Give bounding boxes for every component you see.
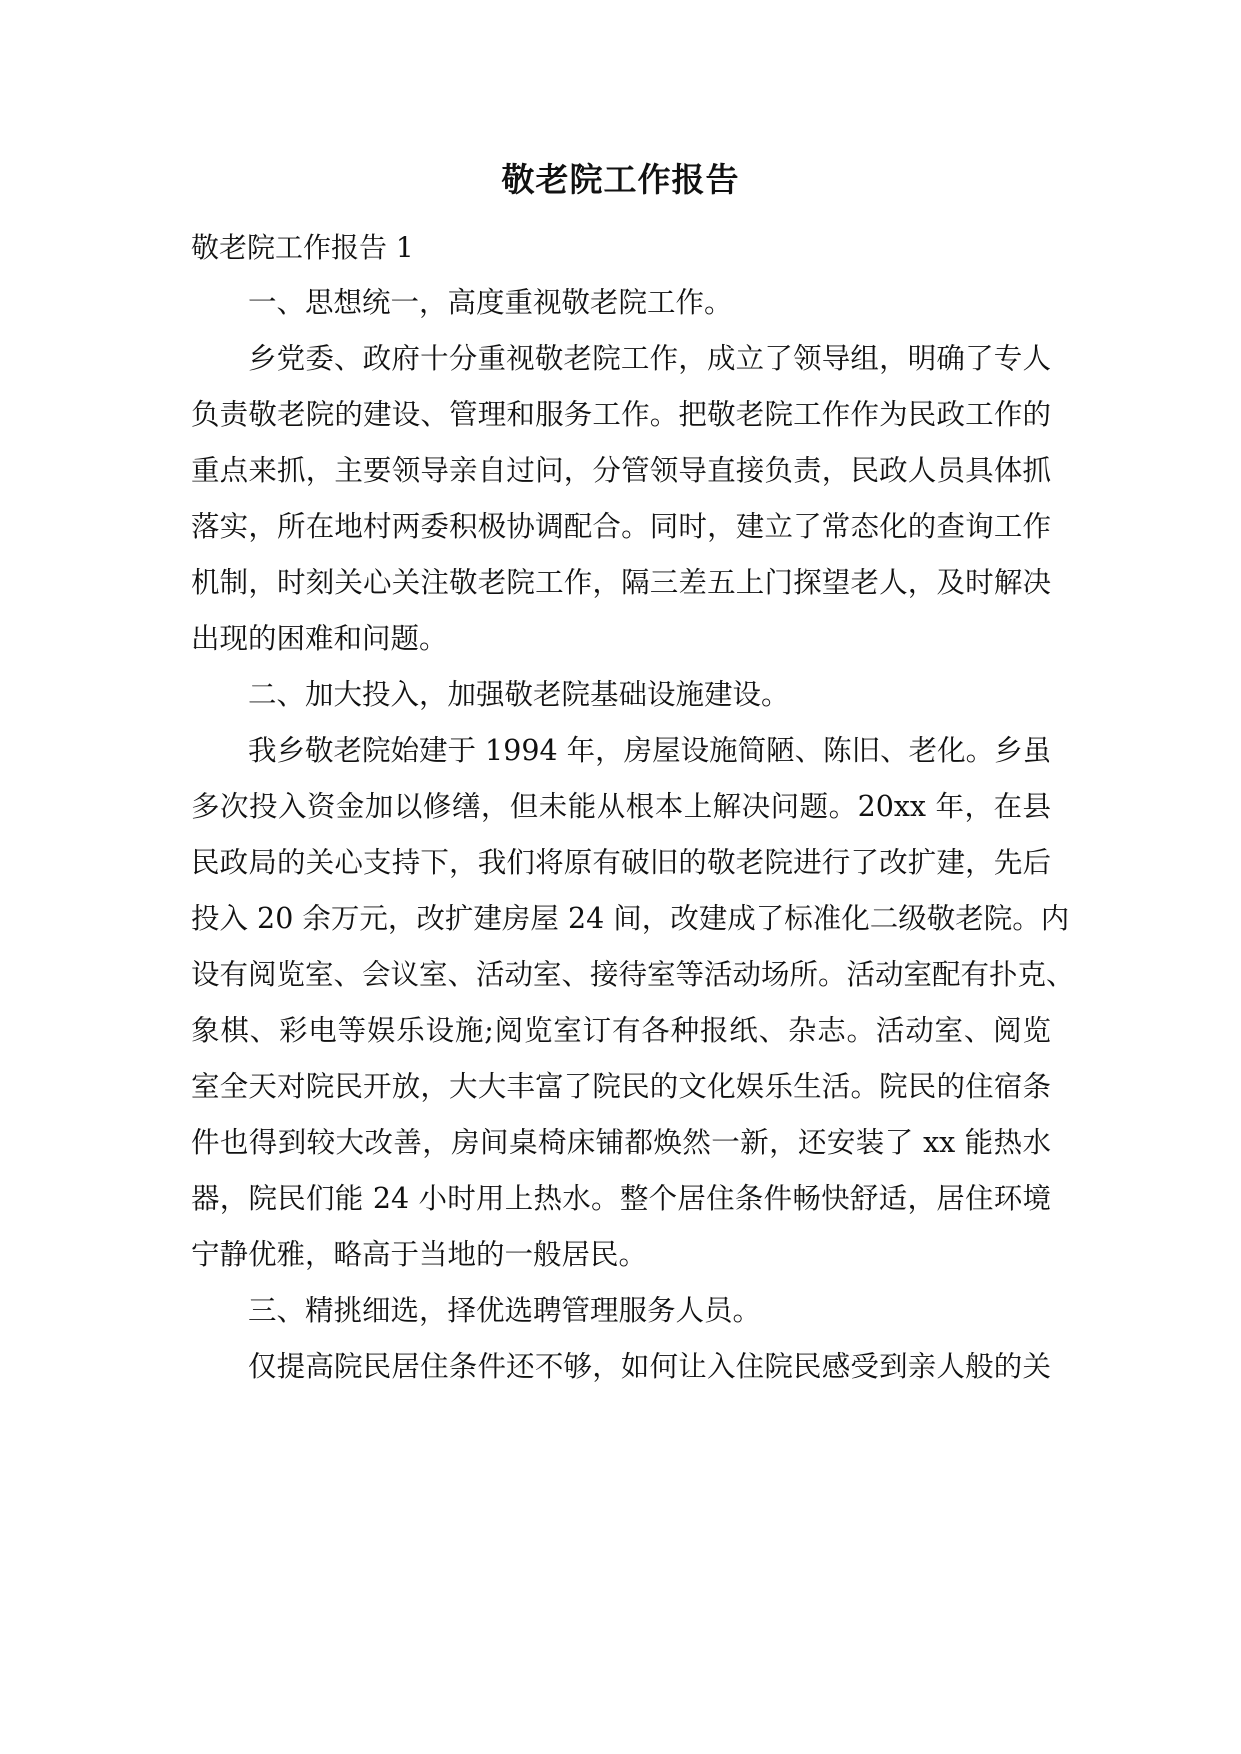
paragraph-line: 器，院民们能 24 小时用上热水。整个居住条件畅快舒适，居住环境 xyxy=(191,1182,1051,1215)
paragraph-line: 室全天对院民开放，大大丰富了院民的文化娱乐生活。院民的住宿条 xyxy=(191,1070,1051,1103)
paragraph-line: 落实，所在地村两委积极协调配合。同时，建立了常态化的查询工作 xyxy=(191,510,1051,543)
paragraph-line: 我乡敬老院始建于 1994 年，房屋设施简陋、陈旧、老化。乡虽 xyxy=(248,734,1052,767)
section-heading-1: 一、思想统一，高度重视敬老院工作。 xyxy=(248,286,733,319)
paragraph-line: 民政局的关心支持下，我们将原有破旧的敬老院进行了改扩建，先后 xyxy=(191,846,1051,879)
paragraph-line: 多次投入资金加以修缮，但未能从根本上解决问题。20xx 年，在县 xyxy=(191,790,1051,823)
paragraph-line: 设有阅览室、会议室、活动室、接待室等活动场所。活动室配有扑克、 xyxy=(191,958,1075,991)
document-title: 敬老院工作报告 xyxy=(501,160,740,199)
section-heading-2: 二、加大投入，加强敬老院基础设施建设。 xyxy=(248,678,790,711)
paragraph-line: 投入 20 余万元，改扩建房屋 24 间，改建成了标准化二级敬老院。内 xyxy=(191,902,1070,935)
paragraph-line: 重点来抓，主要领导亲自过问，分管领导直接负责，民政人员具体抓 xyxy=(191,454,1051,487)
paragraph-line: 象棋、彩电等娱乐设施;阅览室订有各种报纸、杂志。活动室、阅览 xyxy=(191,1014,1051,1047)
paragraph-line: 出现的困难和问题。 xyxy=(191,622,448,655)
paragraph-line: 乡党委、政府十分重视敬老院工作，成立了领导组，明确了专人 xyxy=(248,342,1051,375)
paragraph-line: 宁静优雅，略高于当地的一般居民。 xyxy=(191,1238,648,1271)
report-subtitle: 敬老院工作报告 1 xyxy=(191,231,414,264)
paragraph-line: 负责敬老院的建设、管理和服务工作。把敬老院工作作为民政工作的 xyxy=(191,398,1051,431)
paragraph-line: 件也得到较大改善，房间桌椅床铺都焕然一新，还安装了 xx 能热水 xyxy=(191,1126,1051,1159)
paragraph-line: 机制，时刻关心关注敬老院工作，隔三差五上门探望老人，及时解决 xyxy=(191,566,1051,599)
paragraph-line: 仅提高院民居住条件还不够，如何让入住院民感受到亲人般的关 xyxy=(248,1350,1051,1383)
section-heading-3: 三、精挑细选，择优选聘管理服务人员。 xyxy=(248,1294,762,1327)
